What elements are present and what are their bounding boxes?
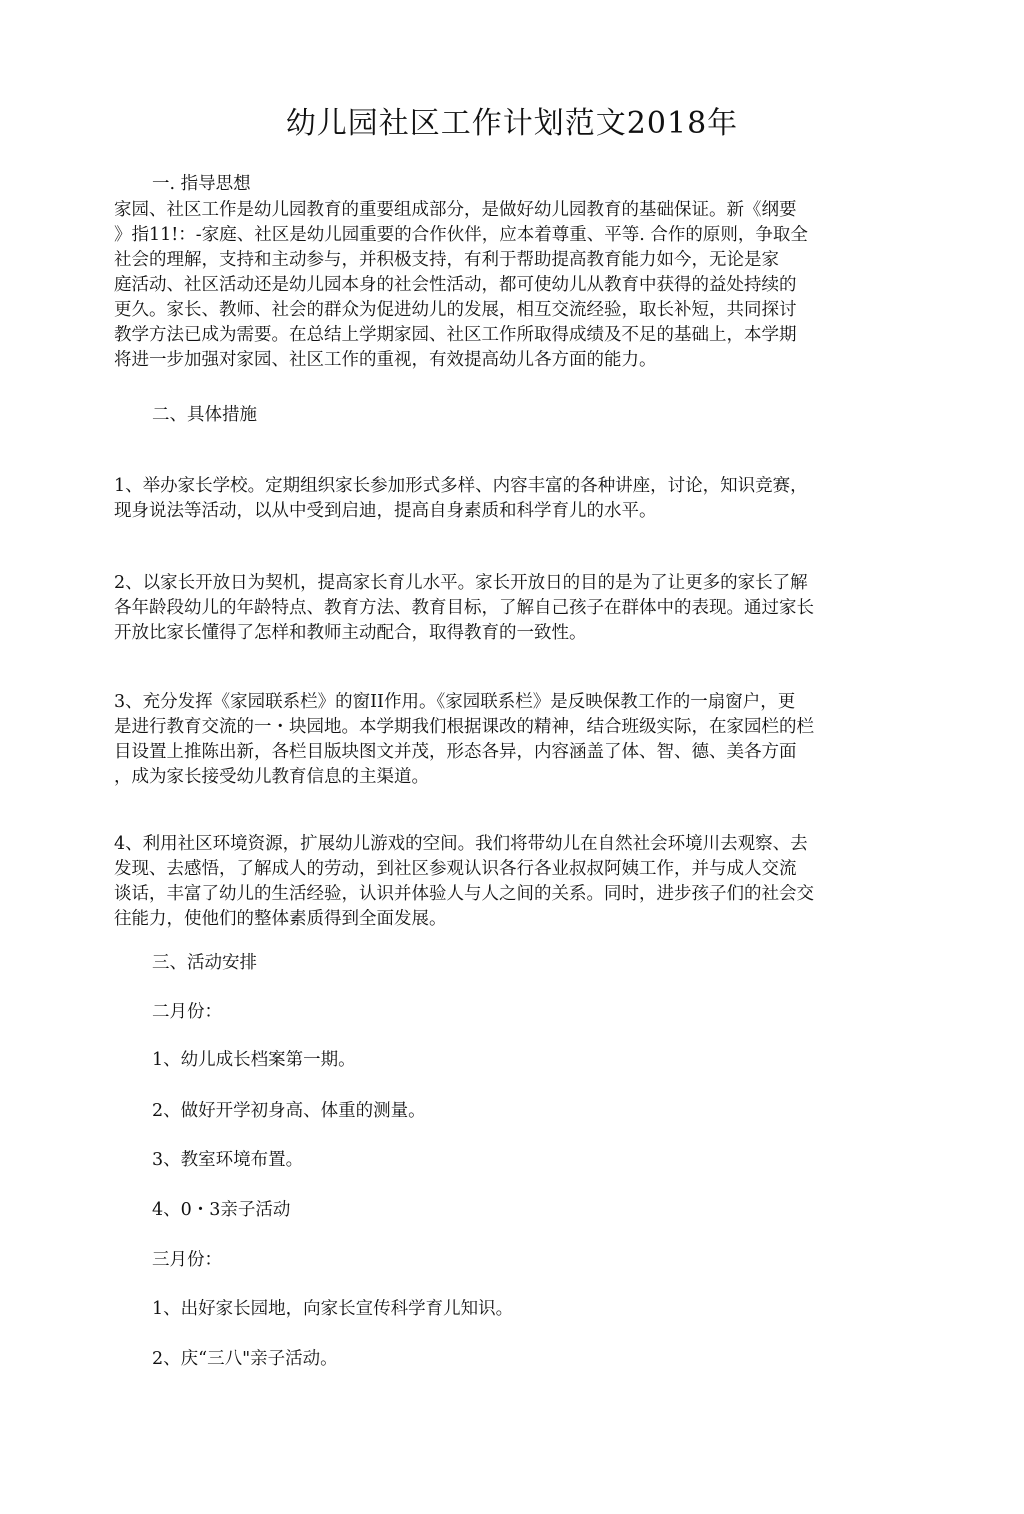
paragraph-line: 发现、去感悟，了解成人的劳动，到社区参观认识各行各业叔叔阿姨工作，并与成人交流 [114, 859, 797, 879]
month-heading: 三月份： [152, 1250, 222, 1270]
list-item: 1、幼儿成长档案第一期。 [152, 1050, 356, 1070]
paragraph-line: 家园、社区工作是幼儿园教育的重要组成部分，是做好幼儿园教育的基础保证。新《纲要 [114, 200, 797, 220]
section-heading-measures: 二、具体措施 [152, 405, 257, 425]
paragraph-line: 》指11!：-家庭、社区是幼儿园重要的合作伙伴，应本着尊重、平等. 合作的原则，争取全 [114, 225, 808, 245]
paragraph-line: 将进一步加强对家园、社区工作的重视，有效提高幼儿各方面的能力。 [114, 350, 657, 370]
paragraph-line: 庭活动、社区活动还是幼儿园本身的社会性活动，都可使幼儿从教育中获得的益处持续的 [114, 275, 797, 295]
paragraph-line: 3、充分发挥《家园联系栏》的窗II作用。《家园联系栏》是反映保教工作的一扇窗户，更 [114, 692, 796, 712]
paragraph-line: ，成为家长接受幼儿教育信息的主渠道。 [114, 767, 429, 787]
section-heading-guiding-thought: 一. 指导思想 [152, 174, 251, 194]
paragraph-line: 谈话，丰富了幼儿的生活经验，认识并体验人与人之间的关系。同时，进步孩子们的社会交 [114, 884, 814, 904]
list-item: 1、出好家长园地，向家长宣传科学育儿知识。 [152, 1299, 514, 1319]
list-item: 2、做好开学初身高、体重的测量。 [152, 1101, 426, 1121]
paragraph-line: 开放比家长懂得了怎样和教师主动配合，取得教育的一致性。 [114, 623, 587, 643]
paragraph-line: 4、利用社区环境资源，扩展幼儿游戏的空间。我们将带幼儿在自然社会环境川去观察、去 [114, 834, 808, 854]
paragraph-line: 目设置上推陈出新，各栏目版块图文并茂，形态各异，内容涵盖了体、智、德、美各方面 [114, 742, 797, 762]
paragraph-line: 社会的理解，支持和主动参与，并积极支持，有利于帮助提高教育能力如今，无论是家 [114, 250, 779, 270]
month-heading: 二月份： [152, 1002, 222, 1022]
paragraph-line: 2、以家长开放日为契机，提高家长育儿水平。家长开放日的目的是为了让更多的家长了解 [114, 573, 808, 593]
document-title: 幼儿园社区工作计划范文2018年 [285, 106, 739, 141]
section-heading-schedule: 三、活动安排 [152, 953, 257, 973]
paragraph-line: 1、举办家长学校。定期组织家长参加形式多样、内容丰富的各种讲座，讨论，知识竞赛， [114, 476, 808, 496]
list-item: 2、庆“三八"亲子活动。 [152, 1349, 338, 1369]
paragraph-line: 各年龄段幼儿的年龄特点、教育方法、教育目标，了解自己孩子在群体中的表现。通过家长 [114, 598, 814, 618]
paragraph-line: 现身说法等活动，以从中受到启迪，提高自身素质和科学育儿的水平。 [114, 501, 657, 521]
paragraph-line: 更久。家长、教师、社会的群众为促进幼儿的发展，相互交流经验，取长补短，共同探讨 [114, 300, 797, 320]
paragraph-line: 教学方法已成为需要。在总结上学期家园、社区工作所取得成绩及不足的基础上，本学期 [114, 325, 797, 345]
list-item: 4、0・3亲子活动 [152, 1200, 291, 1220]
paragraph-line: 是进行教育交流的一・块园地。本学期我们根据课改的精神，结合班级实际，在家园栏的栏 [114, 717, 814, 737]
paragraph-line: 往能力，使他们的整体素质得到全面发展。 [114, 909, 447, 929]
list-item: 3、教室环境布置。 [152, 1150, 304, 1170]
